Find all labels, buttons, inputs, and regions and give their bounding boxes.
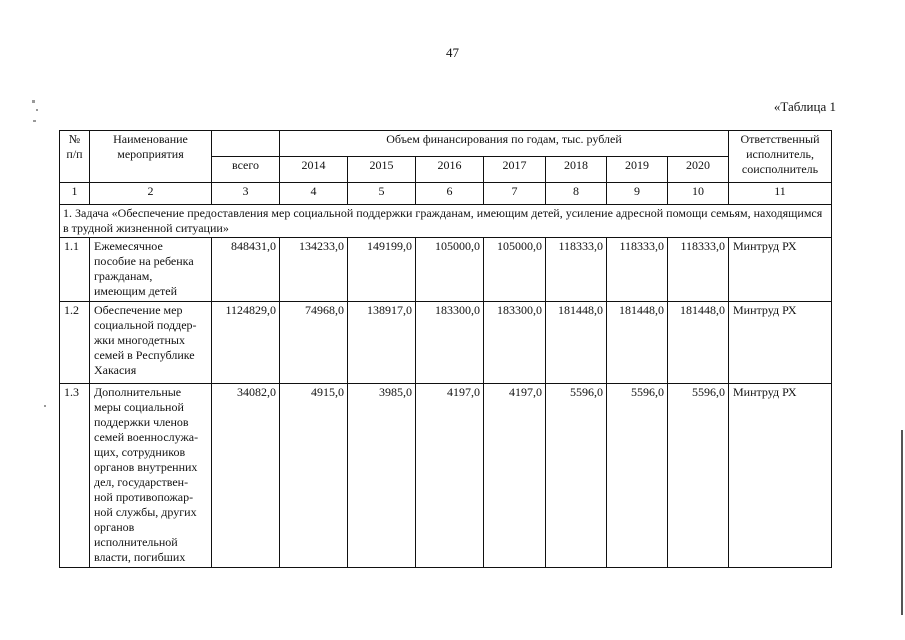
page-number: 47 xyxy=(446,45,459,60)
header-row-top xyxy=(60,131,832,157)
header-funding: Объем финансирования по годам, тыс. рублей xyxy=(280,131,729,157)
row-value-2017: 105000,0 xyxy=(484,238,546,302)
row-total: 848431,0 xyxy=(212,238,280,302)
row-value-2016: 183300,0 xyxy=(416,302,484,384)
column-number: 1 xyxy=(60,183,90,205)
row-value-2020: 181448,0 xyxy=(668,302,729,384)
row-name: Обеспечение мер социальной поддер- жки многодетных семей в Республике Хакасия xyxy=(90,302,212,384)
row-num: 1.1 xyxy=(60,238,90,302)
scan-speck xyxy=(32,100,35,103)
row-value-2018: 118333,0 xyxy=(546,238,607,302)
row-num: 1.3 xyxy=(60,384,90,568)
header-year: 2016 xyxy=(416,157,484,183)
header-year: 2014 xyxy=(280,157,348,183)
column-number: 8 xyxy=(546,183,607,205)
column-number: 5 xyxy=(348,183,416,205)
row-value-2016: 4197,0 xyxy=(416,384,484,568)
row-value-2016: 105000,0 xyxy=(416,238,484,302)
row-value-2014: 4915,0 xyxy=(280,384,348,568)
table-row xyxy=(60,384,832,568)
row-value-2017: 183300,0 xyxy=(484,302,546,384)
row-total: 1124829,0 xyxy=(212,302,280,384)
row-name: Ежемесячное пособие на ребенка гражданам, имеющим детей xyxy=(90,238,212,302)
table-caption: «Таблица 1 xyxy=(773,99,836,114)
header-num: № п/п xyxy=(60,131,90,183)
column-number: 10 xyxy=(668,183,729,205)
task-title: 1. Задача «Обеспечение предоставления мер социальной поддержки гражданам, имеющим детей, усиление адресной помощи семьям, находящимся в трудной жизненной ситуации» xyxy=(60,205,832,238)
row-value-2019: 118333,0 xyxy=(607,238,668,302)
header-year: 2020 xyxy=(668,157,729,183)
row-value-2015: 149199,0 xyxy=(348,238,416,302)
header-year: 2019 xyxy=(607,157,668,183)
row-responsible: Минтруд РХ xyxy=(729,384,832,568)
column-number: 2 xyxy=(90,183,212,205)
column-number: 4 xyxy=(280,183,348,205)
column-numbers-row xyxy=(60,183,832,205)
row-value-2018: 181448,0 xyxy=(546,302,607,384)
column-number: 9 xyxy=(607,183,668,205)
row-value-2019: 181448,0 xyxy=(607,302,668,384)
header-year: 2017 xyxy=(484,157,546,183)
row-value-2014: 74968,0 xyxy=(280,302,348,384)
row-value-2015: 3985,0 xyxy=(348,384,416,568)
scan-edge-line xyxy=(901,430,903,615)
row-num: 1.2 xyxy=(60,302,90,384)
row-responsible: Минтруд РХ xyxy=(729,238,832,302)
header-funding-gap xyxy=(212,131,280,157)
column-number: 3 xyxy=(212,183,280,205)
header-total: всего xyxy=(212,157,280,183)
header-year: 2018 xyxy=(546,157,607,183)
row-name: Дополнительные меры социальной поддержки членов семей военнослужа- щих, сотрудников органов внутренних дел, государствен- ной противопожар- ной службы, других органов исполнительной власти, погибших xyxy=(90,384,212,568)
row-value-2020: 118333,0 xyxy=(668,238,729,302)
scan-speck xyxy=(36,109,38,111)
table-row xyxy=(60,238,832,302)
column-number: 7 xyxy=(484,183,546,205)
column-number: 11 xyxy=(729,183,832,205)
row-value-2014: 134233,0 xyxy=(280,238,348,302)
header-name: Наименование мероприятия xyxy=(90,131,212,183)
task-row xyxy=(60,205,832,238)
scan-speck xyxy=(44,405,46,407)
row-value-2015: 138917,0 xyxy=(348,302,416,384)
header-year: 2015 xyxy=(348,157,416,183)
table-row xyxy=(60,302,832,384)
header-responsible: Ответственный исполнитель, соисполнитель xyxy=(729,131,832,183)
row-total: 34082,0 xyxy=(212,384,280,568)
scan-speck xyxy=(33,120,36,122)
column-number: 6 xyxy=(416,183,484,205)
row-value-2020: 5596,0 xyxy=(668,384,729,568)
row-value-2017: 4197,0 xyxy=(484,384,546,568)
row-responsible: Минтруд РХ xyxy=(729,302,832,384)
row-value-2018: 5596,0 xyxy=(546,384,607,568)
row-value-2019: 5596,0 xyxy=(607,384,668,568)
funding-table xyxy=(59,130,832,568)
